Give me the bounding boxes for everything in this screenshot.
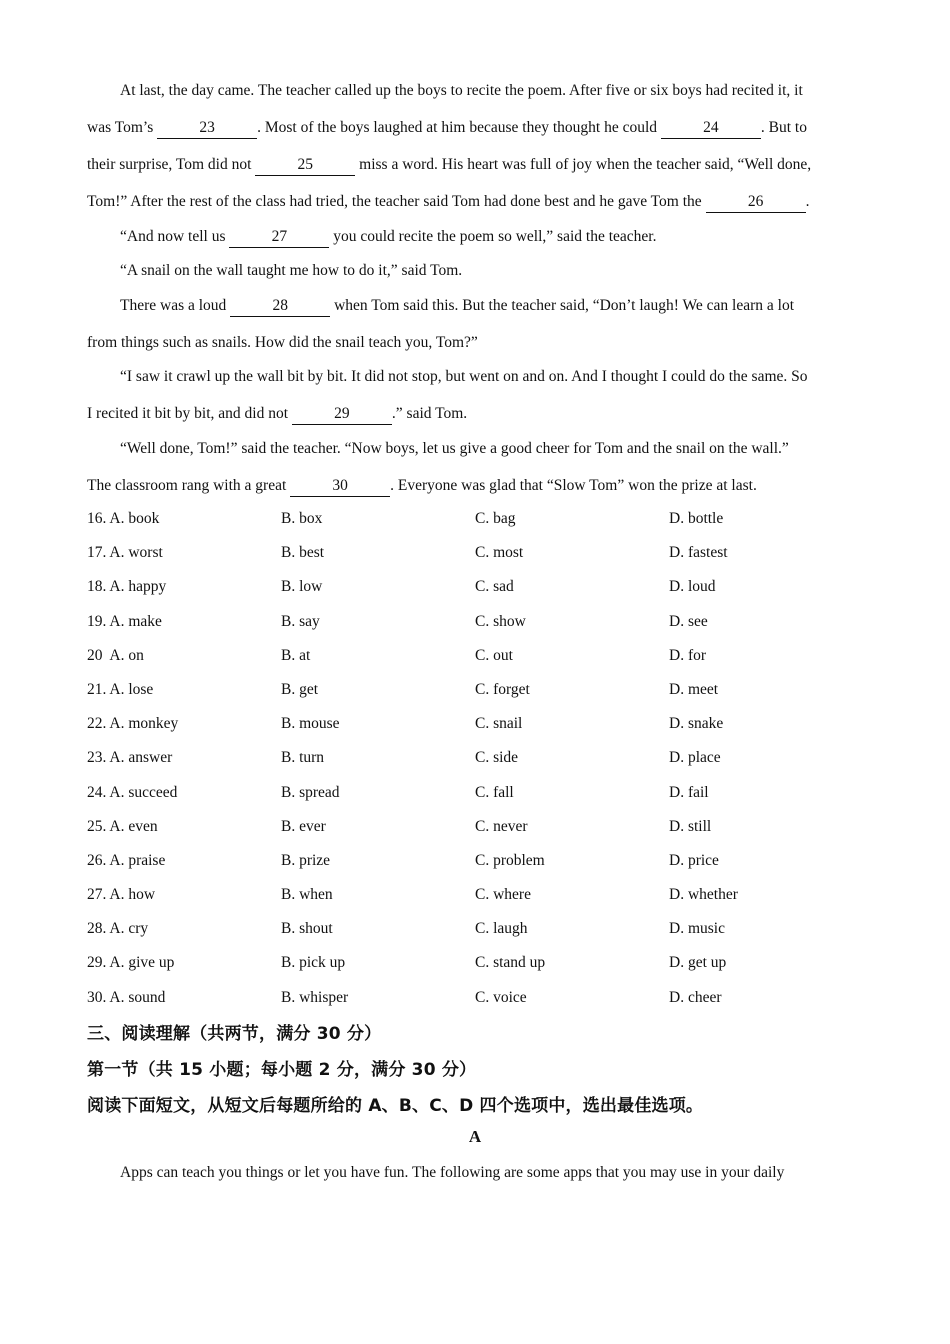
option-row: [87, 946, 867, 980]
option-row: [87, 536, 867, 570]
option-b: B. shout: [281, 920, 333, 938]
option-a: 22. A. monkey: [87, 715, 179, 733]
text-line: “A snail on the wall taught me how to do it,” said Tom.: [120, 262, 463, 279]
section-subtitle: 第一节（共 15 小题；每小题 2 分，满分 30 分）: [87, 1060, 477, 1080]
option-row: [87, 639, 867, 673]
option-b: B. get: [281, 680, 319, 698]
text-line: I recited it bit by bit, and did not 29 .” said Tom.: [87, 395, 864, 432]
option-a: 19. A. make: [87, 612, 162, 630]
answer-options-list: [87, 502, 867, 1015]
blank-30: 30: [290, 476, 390, 497]
passage-paragraph-5: [87, 358, 864, 432]
text-line: Tom!” After the rest of the class had tried, the teacher said Tom had done best and he gave Tom the 26 .: [87, 183, 864, 220]
option-d: D. place: [669, 749, 721, 767]
option-b: B. prize: [281, 851, 331, 869]
passage-label: A: [468, 1127, 482, 1146]
passage-paragraph-4: [87, 287, 864, 361]
option-row: [87, 776, 867, 810]
text-line: “I saw it crawl up the wall bit by bit. It did not stop, but went on and on. And I thought I could do the same. So: [120, 368, 808, 385]
option-row: [87, 707, 867, 741]
option-row: [87, 878, 867, 912]
blank-28: 28: [230, 296, 330, 317]
text-line: The classroom rang with a great 30 . Everyone was glad that “Slow Tom” won the prize at last.: [87, 467, 864, 504]
option-row: [87, 502, 867, 536]
text-line: from things such as snails. How did the snail teach you, Tom?”: [87, 334, 478, 351]
option-row: [87, 570, 867, 604]
option-c: C. side: [475, 749, 519, 767]
option-b: B. ever: [281, 817, 326, 835]
option-d: D. snake: [669, 715, 724, 733]
option-d: D. see: [669, 612, 708, 630]
blank-25: 25: [255, 155, 355, 176]
option-d: D. fail: [669, 783, 709, 801]
option-a: 26. A. praise: [87, 851, 166, 869]
option-d: D. music: [669, 920, 725, 938]
option-c: C. problem: [475, 851, 545, 869]
option-c: C. fall: [475, 783, 514, 801]
passage-paragraph-6: [87, 430, 864, 504]
option-a: 16. A. book: [87, 510, 160, 527]
blank-29: 29: [292, 404, 392, 425]
passage-paragraph-1: [87, 72, 864, 220]
option-a: 29. A. give up: [87, 954, 175, 972]
section-title: 三、阅读理解（共两节，满分 30 分）: [87, 1024, 382, 1044]
option-row: [87, 912, 867, 946]
option-b: B. box: [281, 510, 323, 527]
blank-24: 24: [661, 118, 761, 139]
option-row: [87, 844, 867, 878]
option-b: B. pick up: [281, 954, 346, 972]
option-c: C. never: [475, 817, 528, 835]
passage-paragraph-3: [87, 254, 864, 288]
option-c: C. out: [475, 646, 513, 664]
option-a: 28. A. cry: [87, 920, 149, 938]
text-line: Apps can teach you things or let you have fun. The following are some apps that you may use in your daily: [120, 1164, 785, 1181]
passage-paragraph-2: [87, 220, 864, 254]
option-d: D. for: [669, 646, 707, 664]
option-d: D. price: [669, 851, 719, 869]
option-c: C. most: [475, 544, 524, 562]
option-c: C. voice: [475, 988, 527, 1006]
option-d: D. still: [669, 817, 712, 835]
option-c: C. show: [475, 612, 526, 630]
text-line: their surprise, Tom did not 25 miss a word. His heart was full of joy when the teacher said, “Well done,: [87, 146, 864, 183]
blank-23: 23: [157, 118, 257, 139]
option-d: D. bottle: [669, 510, 724, 527]
option-b: B. whisper: [281, 988, 349, 1006]
option-a: 27. A. how: [87, 886, 156, 904]
option-d: D. cheer: [669, 988, 722, 1006]
option-c: C. bag: [475, 510, 516, 527]
option-b: B. when: [281, 886, 333, 904]
option-row: [87, 673, 867, 707]
option-d: D. fastest: [669, 544, 728, 562]
text-line: “And now tell us 27 you could recite the poem so well,” said the teacher.: [87, 220, 864, 254]
option-a: 23. A. answer: [87, 749, 173, 767]
option-a: 21. A. lose: [87, 680, 154, 698]
option-c: C. forget: [475, 680, 530, 698]
option-row: [87, 810, 867, 844]
option-a: 25. A. even: [87, 817, 158, 835]
option-c: C. where: [475, 886, 531, 904]
text-line: “Well done, Tom!” said the teacher. “Now boys, let us give a good cheer for Tom and the snail on the wall.”: [120, 440, 789, 457]
option-c: C. snail: [475, 715, 523, 733]
blank-26: 26: [706, 192, 806, 213]
option-d: D. whether: [669, 886, 738, 904]
blank-27: 27: [229, 227, 329, 248]
option-c: C. sad: [475, 578, 514, 596]
option-row: [87, 741, 867, 775]
option-row: [87, 981, 867, 1015]
passage-intro: [87, 1156, 864, 1190]
option-c: C. laugh: [475, 920, 528, 938]
option-a: 24. A. succeed: [87, 783, 178, 801]
option-a: 20 A. on: [87, 646, 144, 664]
option-d: D. loud: [669, 578, 716, 596]
option-b: B. best: [281, 544, 325, 562]
text-line: was Tom’s 23 . Most of the boys laughed at him because they thought he could 24 . But to: [87, 109, 864, 146]
option-a: 18. A. happy: [87, 578, 167, 596]
text-line: There was a loud 28 when Tom said this. But the teacher said, “Don’t laugh! We can learn a lot: [87, 287, 864, 324]
option-b: B. turn: [281, 749, 325, 767]
option-b: B. at: [281, 646, 311, 664]
option-c: C. stand up: [475, 954, 546, 972]
text-line: At last, the day came. The teacher called up the boys to recite the poem. After five or six boys had recited it, it: [120, 82, 803, 99]
option-d: D. meet: [669, 680, 719, 698]
option-b: B. spread: [281, 783, 340, 801]
option-a: 17. A. worst: [87, 544, 163, 562]
option-row: [87, 605, 867, 639]
section-instruction: 阅读下面短文，从短文后每题所给的 A、B、C、D 四个选项中，选出最佳选项。: [87, 1096, 704, 1116]
option-b: B. mouse: [281, 715, 340, 733]
option-d: D. get up: [669, 954, 727, 972]
option-a: 30. A. sound: [87, 988, 166, 1006]
option-b: B. say: [281, 612, 320, 630]
option-b: B. low: [281, 578, 323, 596]
